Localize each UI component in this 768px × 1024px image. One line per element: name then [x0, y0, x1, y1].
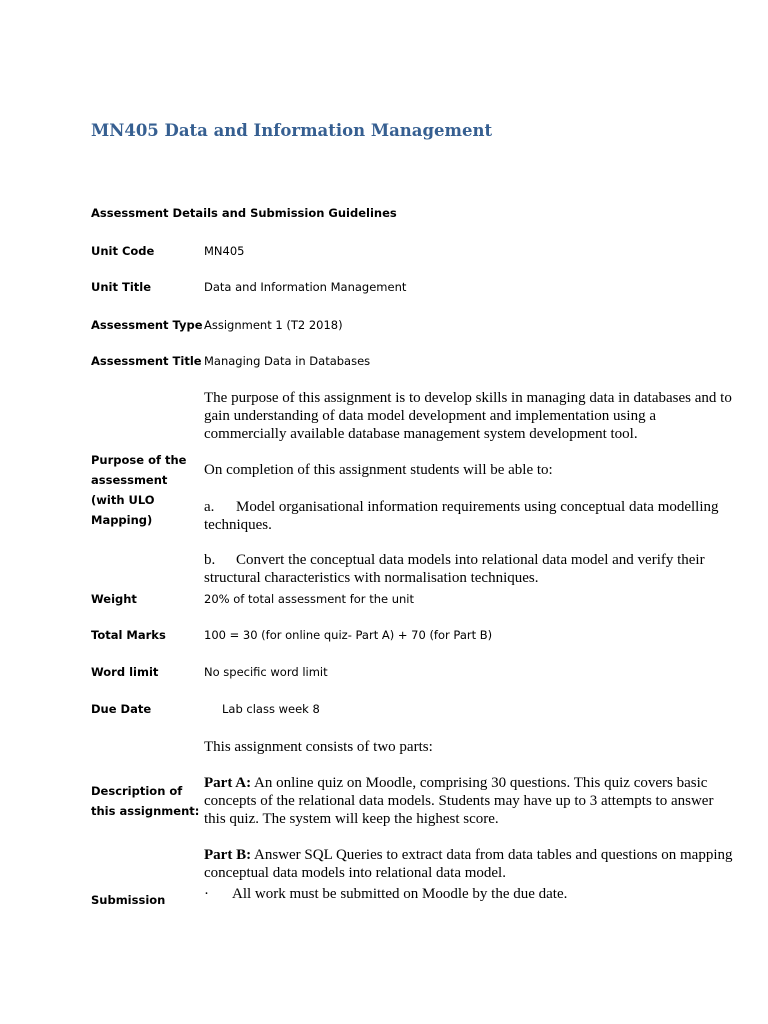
purpose-intro: The purpose of this assignment is to develop skills in managing data in databases and to gain understanding of data model development and implementation using a commercially available database management system development tool.	[204, 390, 732, 442]
part-a-text: An online quiz on Moodle, comprising 30 questions. This quiz covers basic concepts of the relational data models. Students may have up to 3 attempts to answer this quiz. The system will keep the highest score.	[204, 775, 714, 827]
unit-code-label: Unit Code	[91, 244, 155, 258]
word-limit-value: No specific word limit	[204, 665, 328, 679]
outcome-marker: b.	[204, 552, 216, 568]
assessment-title-value: Managing Data in Databases	[204, 354, 371, 368]
part-a-description	[204, 774, 734, 828]
outcome-text: Model organisational information requirements using conceptual data modelling techniques.	[204, 499, 719, 533]
outcome-item	[204, 551, 734, 587]
document-title: MN405 Data and Information Management	[91, 121, 493, 140]
part-b-label: Part B:	[204, 847, 252, 863]
unit-title-value: Data and Information Management	[204, 280, 407, 294]
unit-title-label: Unit Title	[91, 280, 151, 294]
assessment-title-label: Assessment Title	[91, 354, 202, 368]
part-b-description	[204, 846, 734, 882]
purpose-label: Purpose of the assessment (with ULO Mapping)	[91, 453, 187, 527]
outcome-text: Convert the conceptual data models into relational data model and verify their structural characteristics with normalisation techniques.	[204, 552, 705, 586]
bullet-icon: ·	[204, 886, 209, 902]
submission-item	[204, 885, 734, 903]
description-intro: This assignment consists of two parts:	[204, 739, 433, 755]
part-b-text: Answer SQL Queries to extract data from data tables and questions on mapping conceptual data models into relational data model.	[204, 847, 733, 881]
part-a-label: Part A:	[204, 775, 252, 791]
word-limit-label: Word limit	[91, 665, 159, 679]
section-heading: Assessment Details and Submission Guidelines	[91, 206, 397, 220]
submission-label: Submission	[91, 893, 166, 907]
total-marks-value: 100 = 30 (for online quiz- Part A) + 70 (for Part B)	[204, 628, 493, 642]
assessment-type-value: Assignment 1 (T2 2018)	[204, 318, 343, 332]
outcome-marker: a.	[204, 499, 215, 515]
description-label: Description of this assignment:	[91, 784, 200, 818]
due-date-label: Due Date	[91, 702, 152, 716]
outcome-item	[204, 498, 734, 534]
unit-code-value: MN405	[204, 244, 245, 258]
weight-label: Weight	[91, 592, 137, 606]
weight-value: 20% of total assessment for the unit	[204, 592, 415, 606]
due-date-value: Lab class week 8	[222, 702, 320, 716]
submission-text: All work must be submitted on Moodle by the due date.	[232, 886, 568, 902]
total-marks-label: Total Marks	[91, 628, 166, 642]
assessment-type-label: Assessment Type	[91, 318, 203, 332]
purpose-completion: On completion of this assignment students will be able to:	[204, 462, 553, 478]
